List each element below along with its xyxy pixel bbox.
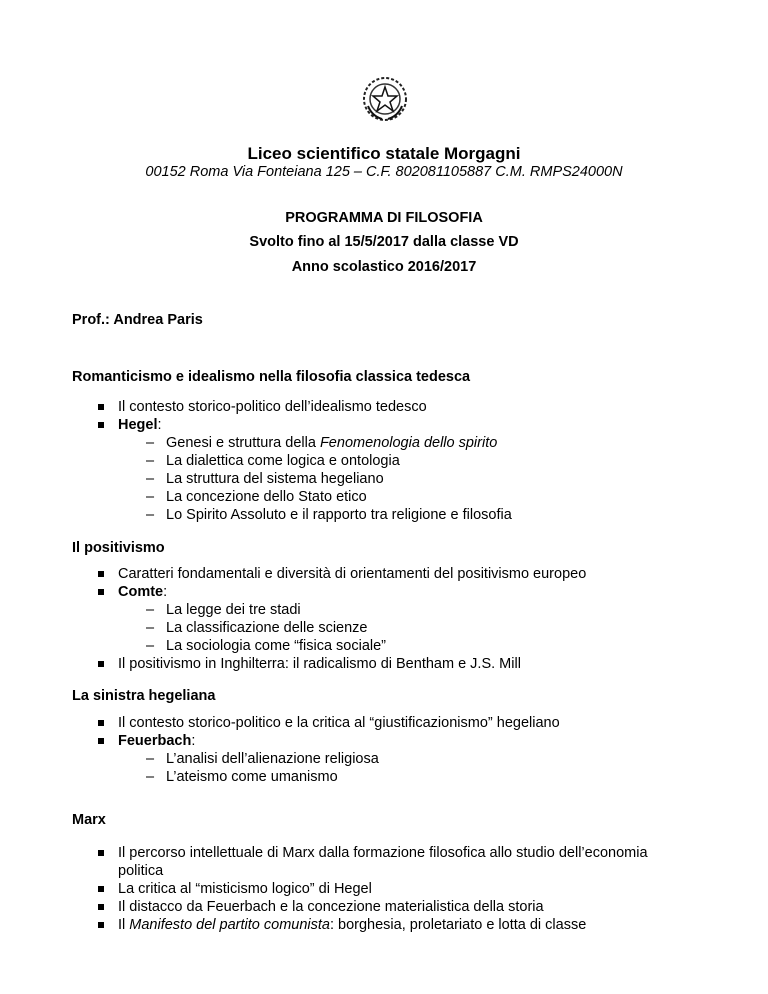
dash-icon: –: [146, 638, 155, 654]
list-item: Il positivismo in Inghilterra: il radicalismo di Bentham e J.S. Mill: [118, 656, 521, 672]
list-item: [118, 416, 162, 434]
bullet-icon: [98, 422, 104, 428]
list-item: Il distacco da Feuerbach e la concezione materialistica della storia: [118, 899, 544, 915]
dash-icon: –: [146, 489, 155, 505]
dash-icon: –: [146, 507, 155, 523]
bullet-icon: [98, 661, 104, 667]
section-heading-positivism: Il positivismo: [72, 540, 165, 556]
bullet-icon: [98, 738, 104, 744]
dash-icon: –: [146, 751, 155, 767]
dash-icon: –: [146, 769, 155, 785]
author-name: Hegel: [118, 417, 158, 433]
sub-list-item: La classificazione delle scienze: [166, 620, 368, 636]
list-item-text: :: [191, 733, 196, 749]
school-address: 00152 Roma Via Fonteiana 125 – C.F. 802081105887 C.M. RMPS24000N: [145, 164, 623, 180]
bullet-icon: [98, 850, 104, 856]
sub-list-item: Lo Spirito Assoluto e il rapporto tra religione e filosofia: [166, 507, 512, 523]
bullet-icon: [98, 720, 104, 726]
bullet-icon: [98, 886, 104, 892]
work-title: Manifesto del partito comunista: [129, 917, 330, 933]
list-item-continuation: politica: [118, 863, 164, 879]
list-item: Il contesto storico-politico dell’idealismo tedesco: [118, 399, 427, 415]
professor-name: Prof.: Andrea Paris: [72, 312, 203, 328]
school-year: Anno scolastico 2016/2017: [291, 259, 477, 275]
list-item-text: : borghesia, proletariato e lotta di classe: [329, 917, 587, 933]
section-heading-hegelian-left: La sinistra hegeliana: [72, 688, 216, 704]
section-heading-romanticism: Romanticismo e idealismo nella filosofia classica tedesca: [72, 369, 471, 385]
sub-list-item: La struttura del sistema hegeliano: [166, 471, 384, 487]
list-item-text: :: [163, 584, 168, 600]
sub-list-item: La dialettica come logica e ontologia: [166, 453, 400, 469]
bullet-icon: [98, 571, 104, 577]
sub-list-item: L’ateismo come umanismo: [166, 769, 338, 785]
list-item: La critica al “misticismo logico” di Hegel: [118, 881, 372, 897]
list-item: [118, 916, 586, 934]
document-title: PROGRAMMA DI FILOSOFIA: [285, 210, 483, 226]
bullet-icon: [98, 922, 104, 928]
author-name: Comte: [118, 584, 164, 600]
dash-icon: –: [146, 435, 155, 451]
sub-list-item: La sociologia come “fisica sociale”: [166, 638, 387, 654]
sub-list-item: L’analisi dell’alienazione religiosa: [166, 751, 379, 767]
dash-icon: –: [146, 453, 155, 469]
list-item: [118, 583, 167, 601]
work-title: Fenomenologia dello spirito: [319, 435, 498, 451]
bullet-icon: [98, 589, 104, 595]
school-name: Liceo scientifico statale Morgagni: [247, 144, 521, 163]
document-subtitle: Svolto fino al 15/5/2017 dalla classe VD: [249, 234, 519, 250]
list-item: Il percorso intellettuale di Marx dalla formazione filosofica allo studio dell’economia: [118, 845, 648, 861]
list-item: [118, 732, 195, 750]
republic-emblem-icon: [362, 76, 408, 122]
dash-icon: –: [146, 620, 155, 636]
list-item: Il contesto storico-politico e la critica al “giustificazionismo” hegeliano: [118, 715, 560, 731]
list-item-text: Il: [118, 917, 130, 933]
list-item-text: :: [157, 417, 162, 433]
sub-list-item: [166, 434, 497, 452]
dash-icon: –: [146, 602, 155, 618]
bullet-icon: [98, 404, 104, 410]
list-item-text: Genesi e struttura della: [166, 435, 320, 451]
sub-list-item: La concezione dello Stato etico: [166, 489, 367, 505]
dash-icon: –: [146, 471, 155, 487]
author-name: Feuerbach: [118, 733, 192, 749]
list-item: Caratteri fondamentali e diversità di orientamenti del positivismo europeo: [118, 566, 587, 582]
bullet-icon: [98, 904, 104, 910]
section-heading-marx: Marx: [72, 812, 106, 828]
sub-list-item: La legge dei tre stadi: [166, 602, 301, 618]
